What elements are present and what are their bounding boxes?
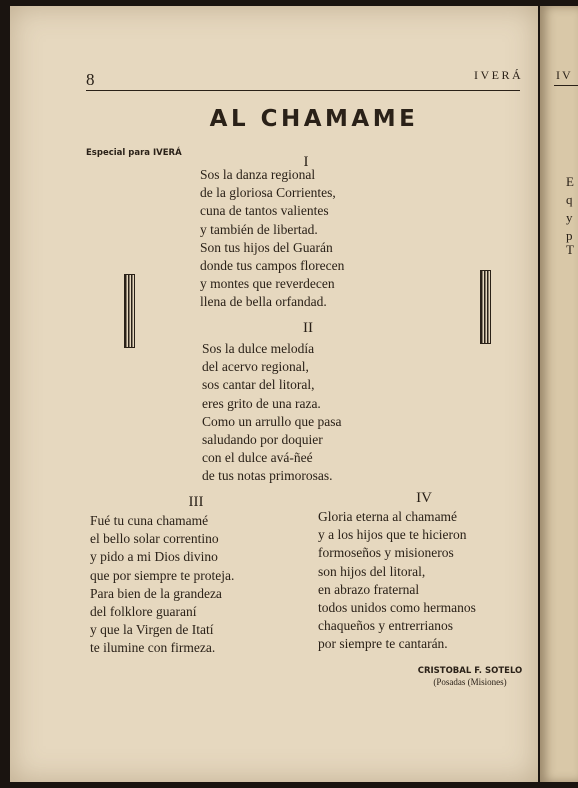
next-page-fragment: E [566, 174, 574, 189]
stanza-numeral: IV [416, 490, 432, 506]
verse-line: de la gloriosa Corrientes, [200, 185, 336, 201]
verse-line: te ilumine con firmeza. [90, 640, 216, 656]
verse-line: Sos la danza regional [200, 167, 316, 182]
verse-line: Son tus hijos del Guarán [200, 239, 333, 255]
stanza-numeral: III [188, 494, 204, 510]
stanza-numeral: II [303, 320, 313, 336]
verse-line: Fué tu cuna chamamé [90, 513, 209, 528]
next-page-fragment: y [566, 210, 573, 225]
verse-line: llena de bella orfandad. [200, 294, 327, 310]
next-page-fragment: q [566, 192, 573, 207]
stanza-3 [90, 512, 234, 658]
verse-line: Para bien de la grandeza [90, 585, 222, 601]
next-page-fragment: T [566, 242, 574, 257]
verse-line: con el dulce avá-ñeé [202, 450, 313, 466]
stanza-2 [202, 340, 341, 486]
verse-line: saludando por doquier [202, 432, 323, 448]
page-number: 8 [86, 70, 95, 89]
verse-line: del folklore guaraní [90, 604, 197, 620]
header-rule [86, 90, 520, 91]
left-ornament [124, 274, 135, 348]
stanza-1 [200, 166, 344, 312]
verse-line: cuna de tantos valientes [200, 203, 329, 219]
verse-line: formoseños y misioneros [318, 545, 454, 561]
right-ornament [480, 270, 491, 344]
next-page-running-head: IV [556, 68, 573, 82]
running-head: IVERÁ [474, 68, 524, 82]
verse-line: de tus notas primorosas. [202, 468, 333, 484]
next-page-edge [540, 6, 578, 782]
stanza-4 [318, 508, 476, 654]
magazine-page [10, 6, 538, 782]
verse-line: todos unidos como hermanos [318, 600, 476, 616]
verse-line: el bello solar correntino [90, 531, 219, 547]
next-page-fragment: p [566, 228, 573, 243]
verse-line: son hijos del litoral, [318, 563, 426, 579]
verse-line: y que la Virgen de Itatí [90, 622, 214, 638]
author-name: CRISTOBAL F. SOTELO [417, 666, 523, 676]
verse-line: Sos la dulce melodía [202, 341, 315, 356]
stanza-numeral: I [303, 154, 309, 170]
verse-line: Gloria eterna al chamamé [318, 509, 458, 524]
verse-line: que por siempre te proteja. [90, 567, 235, 583]
verse-line: sos cantar del litoral, [202, 377, 315, 393]
verse-line: y pido a mi Dios divino [90, 549, 218, 565]
verse-line: por siempre te cantarán. [318, 636, 448, 652]
verse-line: eres grito de una raza. [202, 395, 321, 411]
verse-line: del acervo regional, [202, 359, 309, 375]
verse-line: y a los hijos que te hicieron [318, 527, 467, 543]
verse-line: Como un arrullo que pasa [202, 413, 342, 429]
verse-line: y montes que reverdecen [200, 276, 335, 292]
verse-line: donde tus campos florecen [200, 258, 345, 274]
verse-line: en abrazo fraternal [318, 581, 420, 597]
author-place: (Posadas (Misiones) [433, 677, 507, 687]
poem-title: AL CHAMAME [209, 106, 419, 132]
dedication: Especial para IVERÁ [86, 148, 182, 158]
author-signature [390, 666, 550, 688]
verse-line: y también de libertad. [200, 221, 318, 237]
next-page-rule [554, 85, 578, 86]
verse-line: chaqueños y entrerrianos [318, 618, 453, 634]
